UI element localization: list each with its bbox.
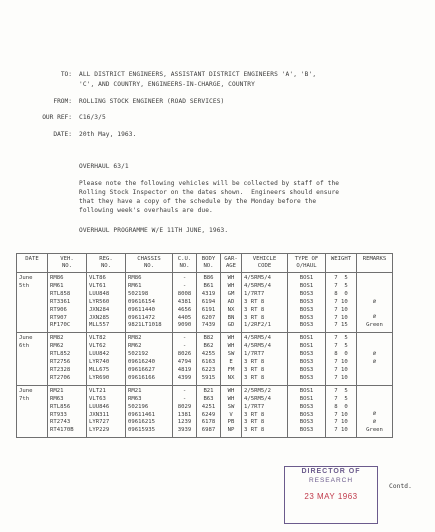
cell-value: 3 RT 8 [244, 374, 265, 381]
reg-no-cell [87, 333, 126, 385]
chassis-no-cell [126, 333, 173, 385]
cell-value: 6249 [201, 411, 216, 418]
cell-value: 4319 [201, 290, 216, 297]
header-vehicle-code: VEHICLE CODE [242, 254, 288, 273]
cell-value: 1/7RT7 [244, 290, 265, 297]
cell-value: BOS3 [299, 427, 314, 434]
cell-value: 09615935 [128, 427, 155, 434]
cell-value: 4381 [177, 298, 192, 305]
cell-value: 7 10 [334, 306, 348, 313]
remarks-cell [357, 385, 393, 437]
cell-value: 7 15 [334, 322, 348, 329]
cell-value: BOS3 [299, 351, 314, 358]
stamp-line-2: RESEARCH [308, 477, 354, 484]
cell-value: WH [227, 395, 235, 402]
cell-value: LUU842 [89, 351, 110, 358]
cell-value: 09611461 [128, 411, 155, 418]
cell-value: 6987 [201, 427, 216, 434]
cell-value: 3939 [177, 427, 192, 434]
cu-no-cell [173, 333, 197, 385]
cell-value: B86 [203, 275, 214, 281]
cell-value: RM86 [50, 275, 64, 281]
cell-value: BOS3 [299, 322, 314, 329]
vehicle-code-cell [242, 273, 288, 333]
cell-value: 6194 [201, 298, 216, 305]
cell-value: Green [366, 427, 383, 434]
paragraph-line-2: Rolling Stock Inspector on the dates shown. Engineers should ensure [79, 189, 340, 196]
header-veh-no: VEH. NO. [48, 254, 87, 273]
cell-value: RTL856 [50, 403, 71, 410]
cell-value: 4656 [177, 306, 192, 313]
cell-value: 7 5 [334, 343, 348, 350]
veh-no-cell [48, 333, 87, 385]
cell-value: 6178 [201, 419, 216, 426]
cell-value: 7 5 [334, 395, 348, 402]
cell-value: MLL675 [89, 366, 110, 373]
cell-value: NP [227, 427, 235, 434]
from-value: ROLLING STOCK ENGINEER (ROAD SERVICES) [79, 98, 225, 105]
cell-value: LYR690 [89, 374, 110, 381]
cell-value: 7 10 [334, 298, 348, 305]
cell-value: 09616166 [128, 374, 155, 381]
cell-value: RM62 [128, 343, 142, 350]
header-chassis-no: CHASSIS NO. [126, 254, 173, 273]
cell-value: 09616154 [128, 298, 155, 305]
cell-value: 502196 [128, 403, 149, 410]
cell-value: 4/5RM5/4 [244, 395, 271, 402]
cell-value: BOS3 [299, 411, 314, 418]
cell-value: 7 5 [334, 282, 348, 289]
date-label: DATE: [53, 131, 72, 138]
cell-value: 7 10 [334, 419, 348, 426]
cell-value: 09616240 [128, 359, 155, 366]
cell-value: RT906 [50, 306, 67, 313]
garage-cell [221, 333, 242, 385]
overhaul-schedule-table [16, 253, 393, 438]
cell-value: RT2743 [50, 419, 71, 426]
cell-value: WH [227, 282, 235, 289]
cell-value: 09616215 [128, 419, 155, 426]
table-row [17, 273, 393, 333]
cell-value [359, 335, 390, 343]
contd-label: Contd. [389, 483, 412, 490]
cell-value: 3 RT 8 [244, 419, 265, 426]
cell-value: E [229, 359, 233, 366]
cell-value: 502192 [128, 351, 149, 358]
cell-value [359, 367, 390, 375]
cell-value: RM61 [128, 282, 142, 289]
cell-value: RT907 [50, 314, 67, 321]
cell-value: 7 10 [334, 374, 348, 381]
cell-value: 4819 [177, 366, 192, 373]
cell-value: NX [227, 374, 235, 381]
cell-value: BN [227, 314, 235, 321]
cell-value: BOS3 [299, 403, 314, 410]
cell-value: BOS3 [299, 366, 314, 373]
cell-value: BOS1 [299, 387, 314, 394]
cell-value: RF170C [50, 322, 71, 329]
cell-value: SW [227, 403, 235, 410]
cell-value: BOS1 [299, 395, 314, 402]
cell-value [359, 388, 390, 396]
table-row [17, 385, 393, 437]
header-date: DATE [17, 254, 48, 273]
cell-value: BOS3 [299, 359, 314, 366]
received-stamp [284, 466, 378, 524]
cell-value: BOS3 [299, 314, 314, 321]
cell-value: 4399 [177, 374, 192, 381]
cell-value: 3 RT 8 [244, 306, 265, 313]
stamp-line-1: DIRECTOR OF [301, 468, 361, 475]
type-of-overhaul-cell [288, 385, 326, 437]
cell-value: NX [227, 306, 235, 313]
cell-value: BOS3 [299, 419, 314, 426]
cell-value: RM62 [50, 343, 64, 350]
cell-value: 09616627 [128, 366, 155, 373]
body-no-cell [197, 385, 221, 437]
cell-value: 7 5 [334, 387, 348, 394]
cell-value: 1381 [177, 411, 192, 418]
cell-value: 09611472 [128, 314, 155, 321]
cell-value: 8 0 [334, 290, 348, 297]
chassis-no-cell [126, 385, 173, 437]
cell-value: RM63 [50, 395, 64, 402]
cell-value: 4/5RM5/4 [244, 335, 271, 342]
cell-value: AD [227, 298, 235, 305]
reg-no-cell [87, 273, 126, 333]
cell-value: Green [366, 322, 383, 329]
cell-value: RT2756 [50, 359, 71, 366]
cell-value [359, 396, 390, 404]
cell-value: 7 10 [334, 359, 348, 366]
cell-value: SW [227, 351, 235, 358]
cell-value: B21 [203, 387, 214, 394]
type-of-overhaul-cell [288, 273, 326, 333]
body-no-cell [197, 273, 221, 333]
cell-value: 1/7RT7 [244, 403, 265, 410]
vehicle-code-cell [242, 385, 288, 437]
cell-value: 6207 [201, 314, 216, 321]
cell-value: 5915 [201, 374, 216, 381]
cell-value: LUU846 [89, 403, 110, 410]
cell-value: 6191 [201, 306, 216, 313]
cell-value: 9090 [177, 322, 192, 329]
header-weight: WEIGHT [326, 254, 357, 273]
cell-value: LYP229 [89, 427, 110, 434]
cell-value: ∅ [372, 351, 377, 358]
cell-value [359, 275, 390, 283]
cell-value: 1/7RT7 [244, 351, 265, 358]
cell-value [359, 291, 390, 299]
cell-value: VLT21 [89, 387, 106, 394]
cell-value: 3 RT 8 [244, 411, 265, 418]
cell-value: GM [227, 290, 235, 297]
cell-value: 3 RT 8 [244, 366, 265, 373]
cell-value: BOS1 [299, 335, 314, 342]
header-reg-no: REG. NO. [87, 254, 126, 273]
cell-value [359, 283, 390, 291]
cell-value [359, 343, 390, 351]
cell-value: 4/5RM5/4 [244, 343, 271, 350]
to-line-1: ALL DISTRICT ENGINEERS, ASSISTANT DISTRICT ENGINEERS 'A', 'B', [79, 71, 317, 78]
cell-value: 4/5RM5/4 [244, 282, 271, 289]
cell-value: GD [227, 322, 235, 329]
cell-value [359, 404, 390, 412]
cell-value [359, 375, 390, 383]
cell-value: BOS3 [299, 306, 314, 313]
cell-value: - [182, 343, 187, 350]
weight-cell [326, 385, 357, 437]
ref-value: C16/3/5 [79, 114, 106, 121]
cu-no-cell [173, 273, 197, 333]
paragraph-line-1: Please note the following vehicles will be collected by staff of the [79, 180, 340, 187]
cell-value: RTL858 [50, 290, 71, 297]
weight-cell [326, 333, 357, 385]
cell-value: VLT82 [89, 335, 106, 342]
cell-value: RTL852 [50, 351, 71, 358]
cell-value: FM [227, 366, 235, 373]
body-no-cell [197, 333, 221, 385]
cell-value: 4255 [201, 351, 216, 358]
cell-value: BOS1 [299, 275, 314, 281]
to-line-2: 'C', AND COUNTRY, ENGINEERS-IN-CHARGE, COUNTRY [79, 81, 255, 88]
cell-value: JXN311 [89, 411, 110, 418]
cell-value: RT3361 [50, 298, 71, 305]
cell-value: RT2706 [50, 374, 71, 381]
table-body [17, 273, 393, 438]
cell-value: LYR740 [89, 359, 110, 366]
cell-value: 1/2RF2/1 [244, 322, 271, 329]
cell-value: RM82 [128, 335, 142, 342]
cell-value: 7 10 [334, 411, 348, 418]
cell-value: 09611440 [128, 306, 155, 313]
cell-value: 8 0 [334, 351, 348, 358]
overhaul-heading: OVERHAUL 63/1 [79, 163, 129, 170]
cell-value: JXN284 [89, 306, 110, 313]
stamp-date: 23 MAY 1963 [304, 492, 358, 501]
vehicle-code-cell [242, 333, 288, 385]
table-row [17, 333, 393, 385]
cell-value: VLT62 [89, 343, 106, 350]
cell-value: BOS3 [299, 298, 314, 305]
cell-value: ∅ [372, 298, 377, 305]
cell-value: RM86 [128, 275, 142, 281]
cell-value: RT2328 [50, 366, 71, 373]
cell-value: RM82 [50, 335, 64, 342]
from-label: FROM: [53, 98, 72, 105]
cell-value: 502198 [128, 290, 149, 297]
cell-value: - [182, 275, 187, 281]
cell-value: BOS3 [299, 290, 314, 297]
cell-value: 7 10 [334, 366, 348, 373]
paragraph-line-4: following week's overhauls are due. [79, 207, 213, 214]
cell-value: WH [227, 343, 235, 350]
cell-value: 1239 [177, 419, 192, 426]
remarks-cell [357, 273, 393, 333]
cell-value: - [182, 387, 187, 394]
cell-value: 4405 [177, 314, 192, 321]
cell-value: 9821LT1018 [128, 322, 162, 329]
ref-label: OUR REF: [42, 114, 72, 121]
cell-value: 7 10 [334, 427, 348, 434]
cell-value: ∅ [372, 411, 377, 418]
header-garage: GAR- AGE [221, 254, 242, 273]
cell-value: 6223 [201, 366, 216, 373]
date-cell: June 7th [17, 385, 48, 437]
programme-title: OVERHAUL PROGRAMME W/E 11TH JUNE, 1963. [79, 227, 229, 234]
cell-value: RT933 [50, 411, 67, 418]
cell-value: 7 5 [334, 335, 348, 342]
cell-value: JXN285 [89, 314, 110, 321]
cell-value: 3 RT 8 [244, 359, 265, 366]
cell-value: WH [227, 387, 235, 394]
garage-cell [221, 385, 242, 437]
cell-value: B63 [203, 395, 214, 402]
veh-no-cell [48, 385, 87, 437]
garage-cell [221, 273, 242, 333]
cell-value: 8008 [177, 290, 192, 297]
cell-value: 4251 [201, 403, 216, 410]
cell-value: VLT61 [89, 282, 106, 289]
cell-value: V [229, 411, 233, 418]
cell-value: 7 5 [334, 275, 348, 281]
cell-value: ∅ [372, 314, 377, 321]
cell-value: BOS1 [299, 343, 314, 350]
cell-value: 4794 [177, 359, 192, 366]
table-header-row [17, 254, 393, 273]
reg-no-cell [87, 385, 126, 437]
remarks-cell [357, 333, 393, 385]
cell-value: RM63 [128, 395, 142, 402]
cell-value: RM21 [50, 387, 64, 394]
cell-value: RT4170B [50, 427, 74, 434]
to-label: TO: [60, 71, 72, 78]
veh-no-cell [48, 273, 87, 333]
cell-value: 2/5RM5/2 [244, 387, 271, 394]
cell-value [359, 307, 390, 315]
cell-value: 4/5RM5/4 [244, 275, 271, 281]
header-body-no: BODY NO. [197, 254, 221, 273]
cell-value: ∅ [372, 419, 377, 426]
type-of-overhaul-cell [288, 333, 326, 385]
date-cell: June 6th [17, 333, 48, 385]
weight-cell [326, 273, 357, 333]
cell-value: VLT86 [89, 275, 106, 281]
cell-value: 3 RT 8 [244, 314, 265, 321]
cell-value: ∅ [372, 359, 377, 366]
cell-value: - [182, 395, 187, 402]
cell-value: BOS3 [299, 374, 314, 381]
cell-value: - [182, 335, 187, 342]
cu-no-cell [173, 385, 197, 437]
date-cell: June 5th [17, 273, 48, 333]
cell-value: LYR727 [89, 419, 110, 426]
cell-value: 8026 [177, 351, 192, 358]
cell-value: B62 [203, 343, 214, 350]
cell-value: LYR560 [89, 298, 110, 305]
cell-value: VLT63 [89, 395, 106, 402]
cell-value: LUU848 [89, 290, 110, 297]
header-type-of-overhaul: TYPE OF O/HAUL [288, 254, 326, 273]
header-cu-no: C.U. NO. [173, 254, 197, 273]
cell-value: 7439 [201, 322, 216, 329]
cell-value: 3 RT 8 [244, 298, 265, 305]
cell-value: B82 [203, 335, 214, 342]
cell-value: BOS1 [299, 282, 314, 289]
cell-value: PB [227, 419, 235, 426]
cell-value: - [182, 282, 187, 289]
cell-value: WH [227, 335, 235, 342]
header-remarks: REMARKS [357, 254, 393, 273]
cell-value: RM21 [128, 387, 142, 394]
date-value: 20th May, 1963. [79, 131, 137, 138]
cell-value: 8 0 [334, 403, 348, 410]
chassis-no-cell [126, 273, 173, 333]
cell-value: WH [227, 275, 235, 281]
paragraph-line-3: that they have a copy of the schedule by the Monday before the [79, 198, 317, 205]
cell-value: 3 RT 8 [244, 427, 265, 434]
cell-value: MLL557 [89, 322, 110, 329]
cell-value: 7 10 [334, 314, 348, 321]
cell-value: 6163 [201, 359, 216, 366]
cell-value: B61 [203, 282, 214, 289]
cell-value: RM61 [50, 282, 64, 289]
cell-value: 8029 [177, 403, 192, 410]
